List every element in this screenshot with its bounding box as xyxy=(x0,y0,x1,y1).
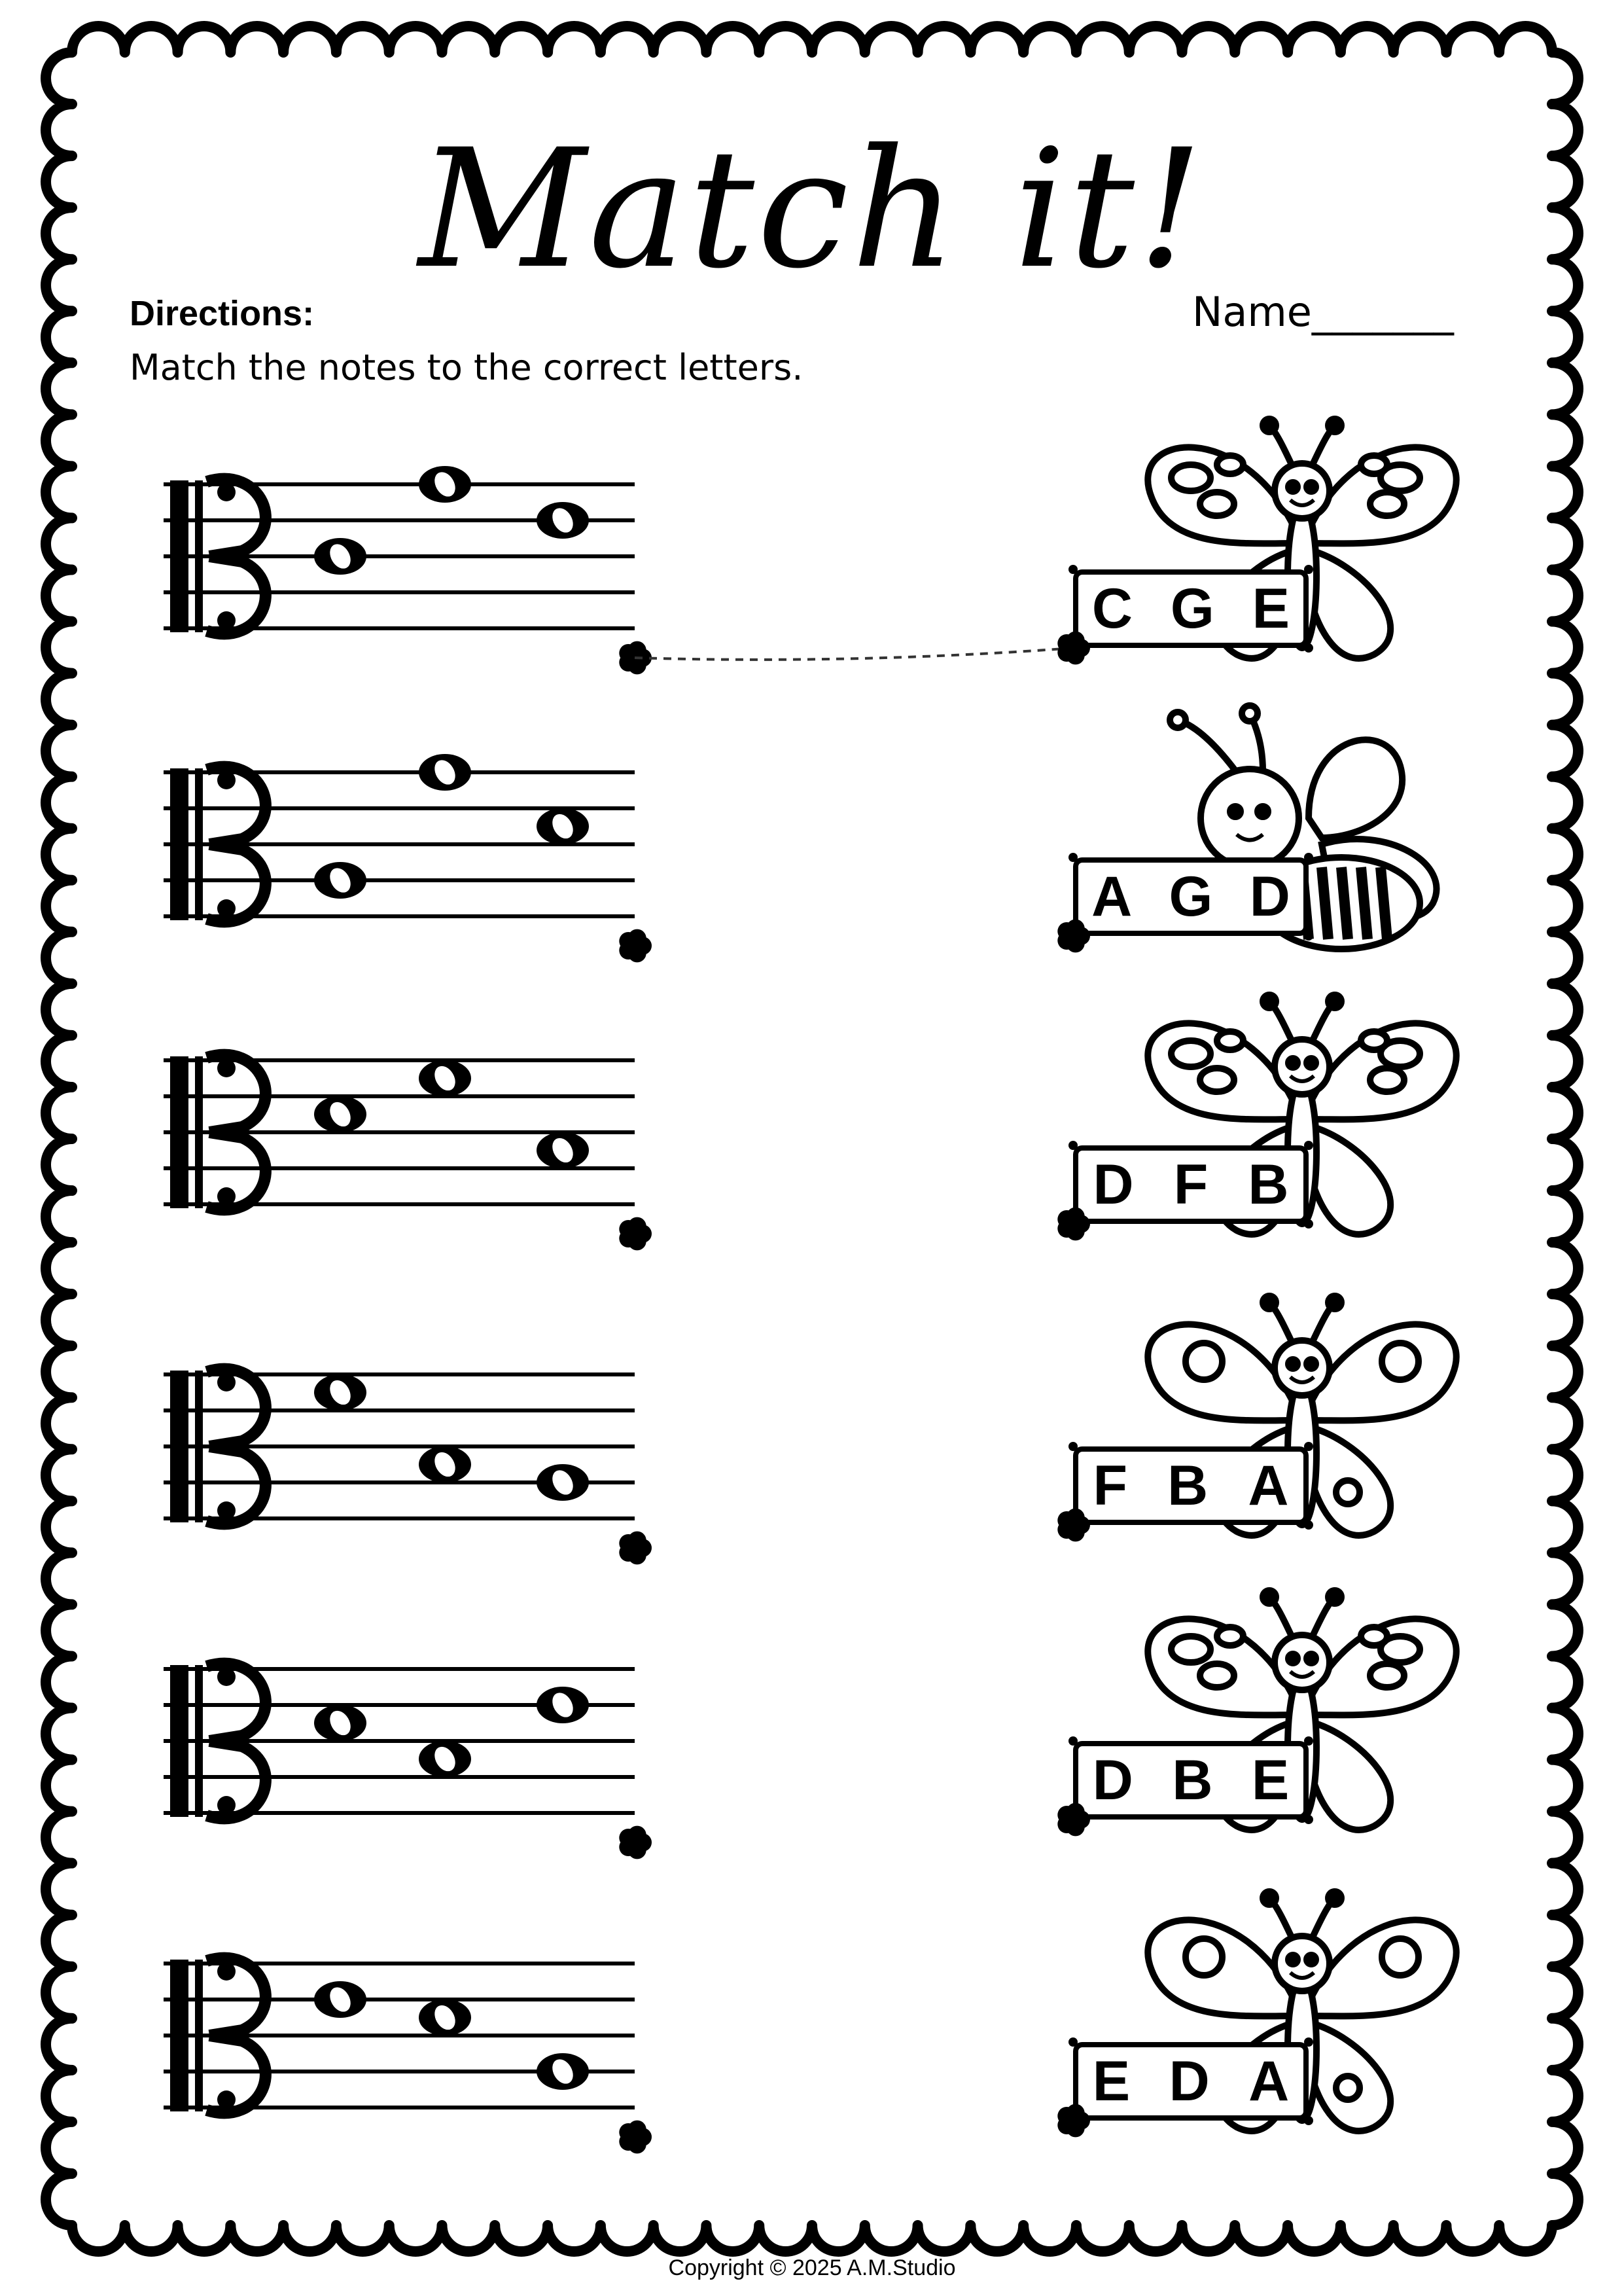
whole-note xyxy=(537,808,589,845)
answer-letter: D xyxy=(1249,865,1290,928)
name-field[interactable]: Name_______ xyxy=(1192,288,1454,336)
answer-box-4 xyxy=(1073,1446,1309,1525)
answer-letter: A xyxy=(1248,1454,1289,1517)
match-dot[interactable] xyxy=(619,641,652,675)
match-dot[interactable] xyxy=(1053,1505,1093,1545)
whole-note xyxy=(419,2000,471,2036)
answer-letter: E xyxy=(1252,577,1290,640)
whole-note xyxy=(537,1464,589,1501)
staff-6 xyxy=(164,1950,661,2160)
copyright-text: Copyright © 2025 A.M.Studio xyxy=(668,2255,956,2280)
match-dot[interactable] xyxy=(1053,1800,1093,1839)
staff-3 xyxy=(164,1047,661,1257)
match-dot[interactable] xyxy=(619,929,652,963)
whole-note xyxy=(537,2053,589,2090)
answer-letter: G xyxy=(1170,577,1214,640)
answer-letter: A xyxy=(1091,865,1133,928)
match-dot[interactable] xyxy=(619,1217,652,1251)
answer-letter: G xyxy=(1169,865,1213,928)
answer-letter: C xyxy=(1091,577,1133,640)
match-dot[interactable] xyxy=(619,1532,652,1565)
whole-note xyxy=(419,1060,471,1097)
answer-letter: E xyxy=(1092,2049,1131,2113)
whole-note xyxy=(537,502,589,539)
whole-note xyxy=(314,1374,366,1411)
staff-5 xyxy=(164,1656,661,1865)
answer-letter: F xyxy=(1173,1153,1209,1216)
whole-note xyxy=(537,1687,589,1723)
whole-note xyxy=(419,1741,471,1778)
whole-note xyxy=(419,754,471,791)
whole-note xyxy=(419,466,471,503)
whole-note xyxy=(537,1132,589,1169)
whole-note xyxy=(419,1446,471,1483)
answer-letter: D xyxy=(1093,1153,1134,1216)
answer-letter: B xyxy=(1167,1454,1209,1517)
staff-1 xyxy=(164,471,661,681)
match-dot[interactable] xyxy=(1053,916,1093,956)
answer-letter: D xyxy=(1169,2049,1210,2113)
answer-box-5 xyxy=(1073,1741,1309,1820)
answer-letter: B xyxy=(1172,1748,1213,1812)
match-dot[interactable] xyxy=(619,2121,652,2154)
match-dot[interactable] xyxy=(1053,2101,1093,2140)
whole-note xyxy=(314,1096,366,1133)
answer-box-3 xyxy=(1073,1145,1309,1224)
whole-note xyxy=(314,1705,366,1742)
answer-box-2 xyxy=(1073,857,1309,936)
whole-note xyxy=(314,538,366,575)
staff-2 xyxy=(164,759,661,969)
match-dot[interactable] xyxy=(619,1826,652,1859)
answer-letter: E xyxy=(1251,1748,1290,1812)
answer-box-6 xyxy=(1073,2042,1309,2121)
directions-text: Match the notes to the correct letters. xyxy=(130,347,803,388)
page-title: Match it! xyxy=(418,114,1206,304)
answer-letter: D xyxy=(1092,1748,1133,1812)
staff-4 xyxy=(164,1361,661,1571)
answer-letter: F xyxy=(1093,1454,1128,1517)
whole-note xyxy=(314,1981,366,2018)
match-dot[interactable] xyxy=(1053,628,1093,668)
answer-letter: A xyxy=(1248,2049,1290,2113)
match-dot[interactable] xyxy=(1053,1204,1093,1244)
answer-box-1 xyxy=(1073,569,1309,648)
whole-note xyxy=(314,862,366,899)
directions-label: Directions: xyxy=(130,294,315,333)
answer-letter: B xyxy=(1248,1153,1289,1216)
